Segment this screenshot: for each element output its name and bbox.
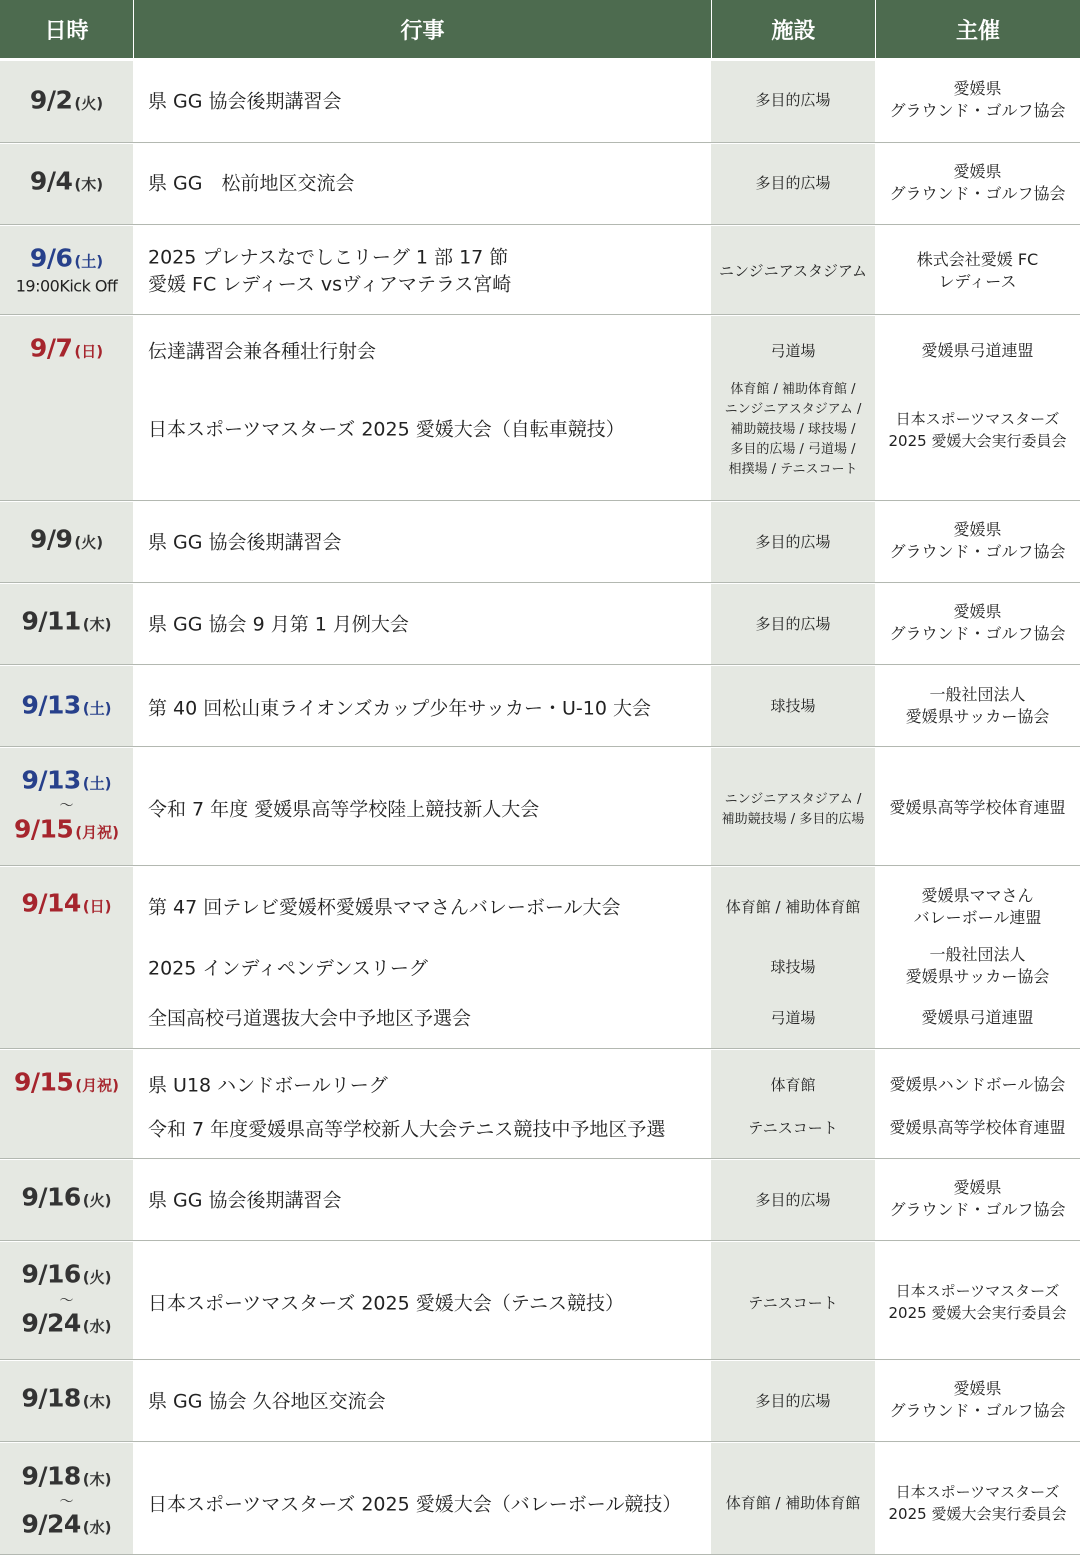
organizer-name: 愛媛県高等学校体育連盟 xyxy=(889,798,1066,817)
organizer-name: 愛媛県 グラウンド・ゴルフ協会 xyxy=(889,1379,1066,1420)
event-name: 伝達講習会兼各種壮行射会 xyxy=(148,340,377,363)
organizer-name: 株式会社愛媛 FC レディース xyxy=(916,250,1039,291)
date-day: 9/4 xyxy=(29,166,73,196)
row-date-end xyxy=(0,815,133,844)
cell-bg xyxy=(0,1050,133,1158)
event-name: 日本スポーツマスターズ 2025 愛媛大会（自転車競技） xyxy=(148,418,625,441)
date-day: 9/15 xyxy=(13,1067,74,1097)
date-day: 9/16 xyxy=(21,1259,81,1289)
organizer-name: 愛媛県弓道連盟 xyxy=(921,1008,1034,1027)
event-name: 県 GG 協会後期講習会 xyxy=(148,1189,342,1212)
organizer-name: 日本スポーツマスターズ 2025 愛媛大会実行委員会 xyxy=(888,410,1067,450)
row-date xyxy=(0,691,133,720)
date-weekday: (土) xyxy=(82,774,112,793)
row-divider xyxy=(0,1048,1080,1049)
date-day: 9/2 xyxy=(29,85,73,115)
date-range-tilde: 〜 xyxy=(59,1293,74,1309)
date-weekday: (木) xyxy=(82,1470,112,1489)
organizer-name: 一般社団法人 愛媛県サッカー協会 xyxy=(905,945,1050,986)
row-date xyxy=(0,607,133,636)
event-name: 愛媛 FC レディース vsヴィアマテラス宮崎 xyxy=(148,273,512,296)
date-weekday: (火) xyxy=(82,1268,112,1287)
event-name: 県 GG 協会後期講習会 xyxy=(148,90,342,113)
date-day: 9/13 xyxy=(21,765,81,795)
date-day: 9/7 xyxy=(29,333,73,363)
cell-bg xyxy=(133,1050,711,1158)
date-day: 9/14 xyxy=(21,888,81,918)
kickoff-time: 19:00Kick Off xyxy=(15,276,118,296)
date-day: 9/9 xyxy=(29,524,73,554)
event-name: 2025 インディペンデンスリーグ xyxy=(148,957,428,980)
event-name: 第 40 回松山東ライオンズカップ少年サッカー・U-10 大会 xyxy=(148,697,651,720)
event-name: 日本スポーツマスターズ 2025 愛媛大会（バレーボール競技） xyxy=(148,1493,682,1516)
row-divider xyxy=(0,865,1080,866)
organizer-name: 愛媛県 グラウンド・ゴルフ協会 xyxy=(889,602,1066,643)
header-facility: 施設 xyxy=(712,0,875,58)
date-weekday: (月祝) xyxy=(75,823,120,842)
row-date xyxy=(0,334,133,363)
date-range-tilde: 〜 xyxy=(59,1494,74,1510)
row-date xyxy=(0,1068,133,1097)
event-name: 県 GG 協会後期講習会 xyxy=(148,531,342,554)
event-name: 県 GG 協会 久谷地区交流会 xyxy=(148,1390,386,1413)
row-date xyxy=(0,766,133,795)
facility-name: 弓道場 xyxy=(770,1009,816,1027)
row-date xyxy=(0,1384,133,1413)
facility-name: ニンジニアスタジアム / 補助競技場 / 多目的広場 xyxy=(721,792,865,827)
date-weekday: (土) xyxy=(82,699,112,718)
event-name: 第 47 回テレビ愛媛杯愛媛県ママさんバレーボール大会 xyxy=(148,896,621,919)
date-day: 9/18 xyxy=(21,1461,81,1491)
row-divider xyxy=(0,582,1080,583)
organizer-name: 愛媛県ハンドボール協会 xyxy=(889,1075,1066,1094)
date-day: 9/16 xyxy=(21,1182,81,1212)
row-date xyxy=(0,1183,133,1212)
row-divider xyxy=(0,664,1080,665)
facility-name: 球技場 xyxy=(770,958,816,976)
row-divider xyxy=(0,142,1080,143)
row-date xyxy=(0,1260,133,1289)
row-date xyxy=(0,86,133,115)
row-date xyxy=(0,167,133,196)
event-name: 全国高校弓道選抜大会中予地区予選会 xyxy=(148,1007,472,1030)
row-date xyxy=(0,889,133,918)
date-weekday: (日) xyxy=(82,897,112,916)
facility-name: 多目的広場 xyxy=(755,1392,831,1410)
date-day: 9/24 xyxy=(21,1509,81,1539)
facility-name: 体育館 / 補助体育館 xyxy=(725,1494,861,1512)
organizer-name: 日本スポーツマスターズ 2025 愛媛大会実行委員会 xyxy=(888,1282,1067,1322)
table-row xyxy=(0,1050,1080,1158)
organizer-name: 愛媛県 グラウンド・ゴルフ協会 xyxy=(889,79,1066,120)
row-divider xyxy=(0,224,1080,225)
row-divider xyxy=(0,1441,1080,1442)
event-name: 日本スポーツマスターズ 2025 愛媛大会（テニス競技） xyxy=(148,1292,624,1315)
facility-name: 体育館 / 補助体育館 xyxy=(725,898,861,916)
event-name: 令和 7 年度愛媛県高等学校新人大会テニス競技中予地区予選 xyxy=(148,1118,666,1141)
date-weekday: (土) xyxy=(74,252,104,271)
date-day: 9/13 xyxy=(21,690,81,720)
row-date xyxy=(0,525,133,554)
date-weekday: (木) xyxy=(82,615,112,634)
event-name: 県 U18 ハンドボールリーグ xyxy=(148,1074,388,1097)
header-date: 日時 xyxy=(0,0,133,58)
date-weekday: (火) xyxy=(74,533,104,552)
row-date xyxy=(0,1462,133,1491)
cell-bg xyxy=(875,1050,1080,1158)
event-name: 県 GG 協会 9 月第 1 月例大会 xyxy=(148,613,409,636)
organizer-name: 愛媛県 グラウンド・ゴルフ協会 xyxy=(889,162,1066,203)
row-date xyxy=(0,244,133,273)
date-weekday: (木) xyxy=(82,1392,112,1411)
date-weekday: (月祝) xyxy=(75,1076,120,1095)
row-date-end xyxy=(0,1309,133,1338)
facility-name: 球技場 xyxy=(770,697,816,715)
facility-name: テニスコート xyxy=(748,1294,838,1312)
row-divider xyxy=(0,1240,1080,1241)
organizer-name: 愛媛県弓道連盟 xyxy=(921,341,1034,360)
facility-name: 多目的広場 xyxy=(755,533,831,551)
date-weekday: (火) xyxy=(74,94,104,113)
date-day: 9/18 xyxy=(21,1383,81,1413)
event-name: 令和 7 年度 愛媛県高等学校陸上競技新人大会 xyxy=(148,798,540,821)
row-divider xyxy=(0,314,1080,315)
date-day: 9/11 xyxy=(21,606,81,636)
date-weekday: (日) xyxy=(74,342,104,361)
date-weekday: (火) xyxy=(82,1191,112,1210)
facility-name: 多目的広場 xyxy=(755,1191,831,1209)
facility-name: テニスコート xyxy=(748,1119,838,1137)
date-day: 9/15 xyxy=(13,814,74,844)
row-date-end xyxy=(0,1510,133,1539)
facility-name: 多目的広場 xyxy=(755,174,831,192)
row-divider xyxy=(0,1359,1080,1360)
organizer-name: 日本スポーツマスターズ 2025 愛媛大会実行委員会 xyxy=(888,1483,1067,1523)
organizer-name: 一般社団法人 愛媛県サッカー協会 xyxy=(905,685,1050,726)
facility-name: 多目的広場 xyxy=(755,615,831,633)
facility-name: 多目的広場 xyxy=(755,91,831,109)
facility-name: 体育館 / 補助体育館 / ニンジニアスタジアム / 補助競技場 / 球技場 / 多目的広場 / 弓道場 / 相撲場 / テニスコート xyxy=(724,382,862,477)
date-weekday: (木) xyxy=(74,175,104,194)
cell-bg xyxy=(711,1050,875,1158)
row-divider xyxy=(0,1158,1080,1159)
facility-name: ニンジニアスタジアム xyxy=(719,262,867,280)
event-name: 2025 プレナスなでしこリーグ 1 部 17 節 xyxy=(148,246,509,269)
date-range-tilde: 〜 xyxy=(59,798,74,814)
row-divider xyxy=(0,746,1080,747)
header-event: 行事 xyxy=(134,0,711,58)
date-weekday: (水) xyxy=(82,1317,112,1336)
row-divider xyxy=(0,500,1080,501)
facility-name: 弓道場 xyxy=(770,342,816,360)
header-organizer: 主催 xyxy=(876,0,1080,58)
event-name: 県 GG 松前地区交流会 xyxy=(148,172,355,195)
date-day: 9/24 xyxy=(21,1308,81,1338)
organizer-name: 愛媛県高等学校体育連盟 xyxy=(889,1118,1066,1137)
organizer-name: 愛媛県 グラウンド・ゴルフ協会 xyxy=(889,520,1066,561)
organizer-name: 愛媛県 グラウンド・ゴルフ協会 xyxy=(889,1178,1066,1219)
organizer-name: 愛媛県ママさん バレーボール連盟 xyxy=(913,886,1042,927)
facility-name: 体育館 xyxy=(770,1076,816,1094)
date-weekday: (水) xyxy=(82,1518,112,1537)
date-day: 9/6 xyxy=(29,243,73,273)
